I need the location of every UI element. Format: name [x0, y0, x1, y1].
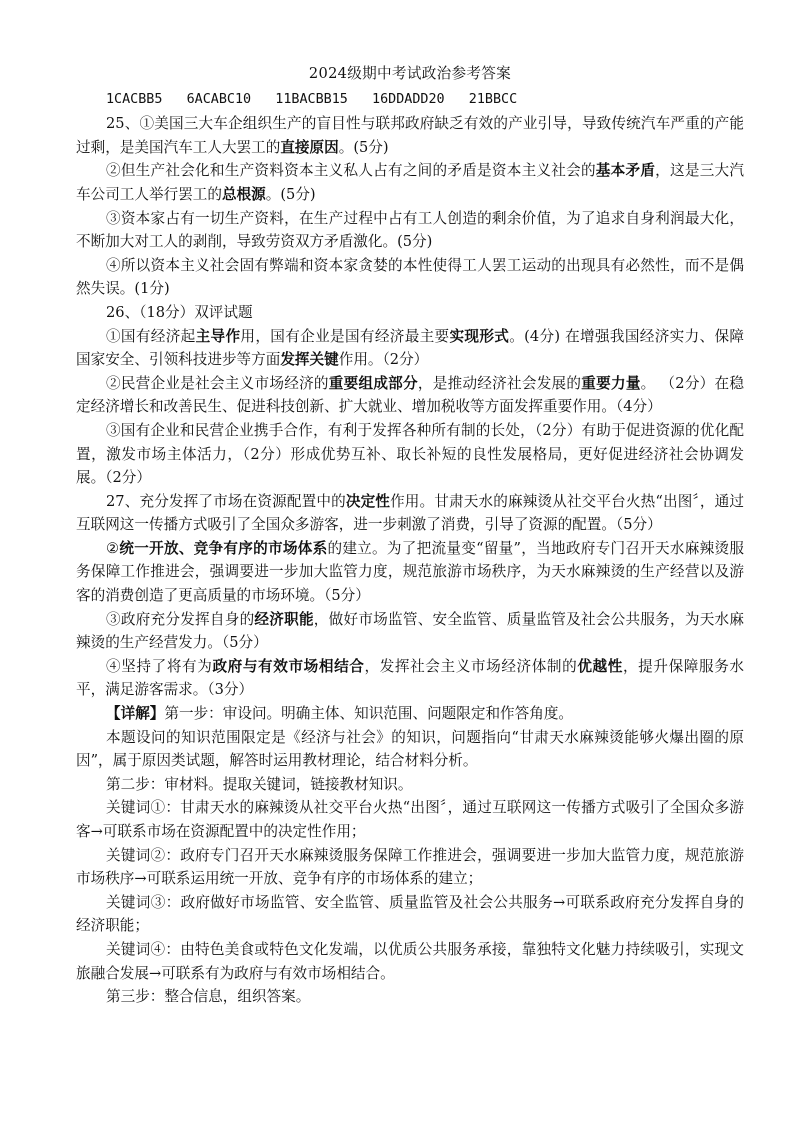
answer-paragraph — [76, 372, 744, 419]
answer-paragraph — [76, 985, 744, 1009]
answer-paragraph — [76, 537, 744, 608]
paragraph-text: ③资本家占有一切生产资料，在生产过程中占有工人创造的剩余价值，为了追求自身利润最大化，不断加大对工人的剥削，导致劳资双方矛盾激化。(5分) — [76, 209, 744, 251]
answer-paragraph — [76, 301, 744, 325]
answer-paragraph — [76, 419, 744, 490]
paragraph-text: ①国有经济起 — [106, 327, 196, 345]
paragraph-text: 25、①美国三大车企组织生产的盲目性与联邦政府缺乏有效的产业引导，导致传统汽车严重的产能过剩，是美国汽车工人大罢工的 — [76, 115, 744, 156]
paragraph-text: ，发挥社会主义市场经济体制的 — [364, 657, 578, 675]
paragraph-text: 第一步：审设问。明确主体、知识范围、问题限定和作答角度。 — [164, 705, 574, 723]
paragraph-text: 第三步：整合信息，组织答案。 — [106, 988, 311, 1006]
answer-paragraph — [76, 608, 744, 655]
paragraph-text: 。(4分) 在增强我国经济实力、保障国家安全、引领科技进步等方面 — [76, 327, 744, 369]
paragraph-text: ②民营企业是社会主义市场经济的 — [106, 374, 329, 392]
document-title: 2024级期中考试政治参考答案 — [308, 65, 512, 82]
paragraph-text: ④所以资本主义社会固有弊端和资本家贪婪的本性使得工人罢工运动的出现具有必然性，而不是偶然失误。(1分) — [76, 256, 744, 298]
emphasis-text: 基本矛盾 — [595, 162, 656, 180]
answer-paragraph — [76, 796, 744, 843]
emphasis-text: 政府与有效市场相结合 — [212, 657, 365, 675]
answer-paragraph — [76, 891, 744, 938]
emphasis-text: 主导作 — [195, 327, 241, 345]
paragraph-text: 第二步：审材料。提取关键词，链接教材知识。 — [106, 775, 413, 793]
emphasis-text: 优越性 — [577, 657, 623, 675]
answer-paragraph — [76, 773, 744, 797]
answer-paragraph — [76, 254, 744, 301]
multiple-choice-answers: 1CACBB5 6ACABC10 11BACBB15 16DDADD20 21BBCC — [106, 91, 518, 107]
paragraph-text: 的建立。为了把流量变“留量”，当地政府专门召开天水麻辣烫服务保障工作推进会，强调要进一步加大监管力度，规范旅游市场秩序，为天水麻辣烫的生产经营以及游客的消费创造了更高质量的市场环境。（5分） — [76, 539, 744, 605]
paragraph-text: ③国有企业和民营企业携手合作，有利于发挥各种所有制的长处，（2分）有助于促进资源的优化配置，激发市场主体活力，（2分）形成优势互补、取长补短的良性发展格局，更好促进经济社会协调发展。（2分） — [76, 421, 744, 487]
paragraph-text: 关键词②：政府专门召开天水麻辣烫服务保障工作推进会，强调要进一步加大监管力度，规范旅游市场秩序→可联系运用统一开放、竞争有序的市场体系的建立； — [76, 846, 744, 888]
paragraph-text: 。(5分) — [338, 138, 389, 156]
emphasis-text: 经济职能 — [254, 610, 314, 628]
emphasis-text: 直接原因 — [280, 138, 339, 156]
emphasis-text: 重要组成部分 — [328, 374, 418, 392]
paragraph-text: 26、（18分）双评试题 — [106, 303, 253, 321]
answer-paragraph — [76, 490, 744, 537]
answer-body — [76, 112, 744, 1009]
paragraph-text: ② — [106, 539, 120, 557]
answer-paragraph — [76, 325, 744, 372]
answer-paragraph — [76, 726, 744, 773]
emphasis-text: 重要力量 — [581, 374, 641, 392]
paragraph-text: 本题设问的知识范围限定是《经济与社会》的知识，问题指向“甘肃天水麻辣烫能够火爆出圈的原因”，属于原因类试题，解答时运用教材理论，结合材料分析。 — [76, 728, 744, 770]
answer-paragraph — [76, 207, 744, 254]
paragraph-text: 27、充分发挥了市场在资源配置中的 — [106, 492, 346, 510]
answer-paragraph — [76, 938, 744, 985]
paragraph-text: 。 （2分）在稳定经济增长和改善民生、促进科技创新、扩大就业、增加税收等方面发挥重要作用。（4分） — [76, 374, 744, 416]
emphasis-text: 发挥关键 — [280, 351, 339, 369]
paragraph-text: ，做好市场监管、安全监管、质量监管及社会公共服务，为天水麻辣烫的生产经营发力。（5分） — [76, 610, 744, 652]
answer-paragraph — [76, 655, 744, 702]
emphasis-text: 决定性 — [345, 492, 391, 510]
paragraph-text: ，这是三大汽车公司工人举行罢工的 — [76, 162, 744, 203]
paragraph-text: ，是推动经济社会发展的 — [417, 374, 582, 392]
paragraph-text: ，提升保障服务水平，满足游客需求。（3分） — [76, 657, 744, 699]
emphasis-text: 总根源 — [221, 185, 266, 203]
paragraph-text: 作用。（2分） — [338, 351, 429, 369]
answer-paragraph — [76, 159, 744, 206]
paragraph-text: 。(5分) — [265, 185, 316, 203]
answer-paragraph — [76, 702, 744, 726]
emphasis-text: 实现形式 — [449, 327, 510, 345]
paragraph-text: 用，国有企业是国有经济最主要 — [240, 327, 450, 345]
paragraph-text: 作用。甘肃天水的麻辣烫从社交平台火热“出图〞，通过互联网这一传播方式吸引了全国众多游客，进一步刺激了消费，引导了资源的配置。（5分） — [76, 492, 744, 534]
paragraph-text: 关键词③：政府做好市场监管、安全监管、质量监管及社会公共服务→可联系政府充分发挥自身的经济职能； — [76, 893, 744, 935]
paragraph-text: 关键词①：甘肃天水的麻辣烫从社交平台火热“出图〞，通过互联网这一传播方式吸引了全国众多游客→可联系市场在资源配置中的决定性作用； — [76, 799, 744, 840]
paragraph-text: ②但生产社会化和生产资料资本主义私人占有之间的矛盾是资本主义社会的 — [106, 162, 596, 180]
paragraph-text: 关键词④：由特色美食或特色文化发端，以优质公共服务承接，靠独特文化魅力持续吸引，实现文旅融合发展→可联系有为政府与有效市场相结合。 — [76, 940, 744, 982]
emphasis-text: 【详解】 — [106, 705, 165, 723]
emphasis-text: 统一开放、竞争有序的市场体系 — [119, 539, 328, 557]
answer-paragraph — [76, 112, 744, 159]
paragraph-text: ④坚持了将有为 — [106, 657, 213, 675]
answer-paragraph — [76, 844, 744, 891]
paragraph-text: ③政府充分发挥自身的 — [106, 610, 255, 628]
